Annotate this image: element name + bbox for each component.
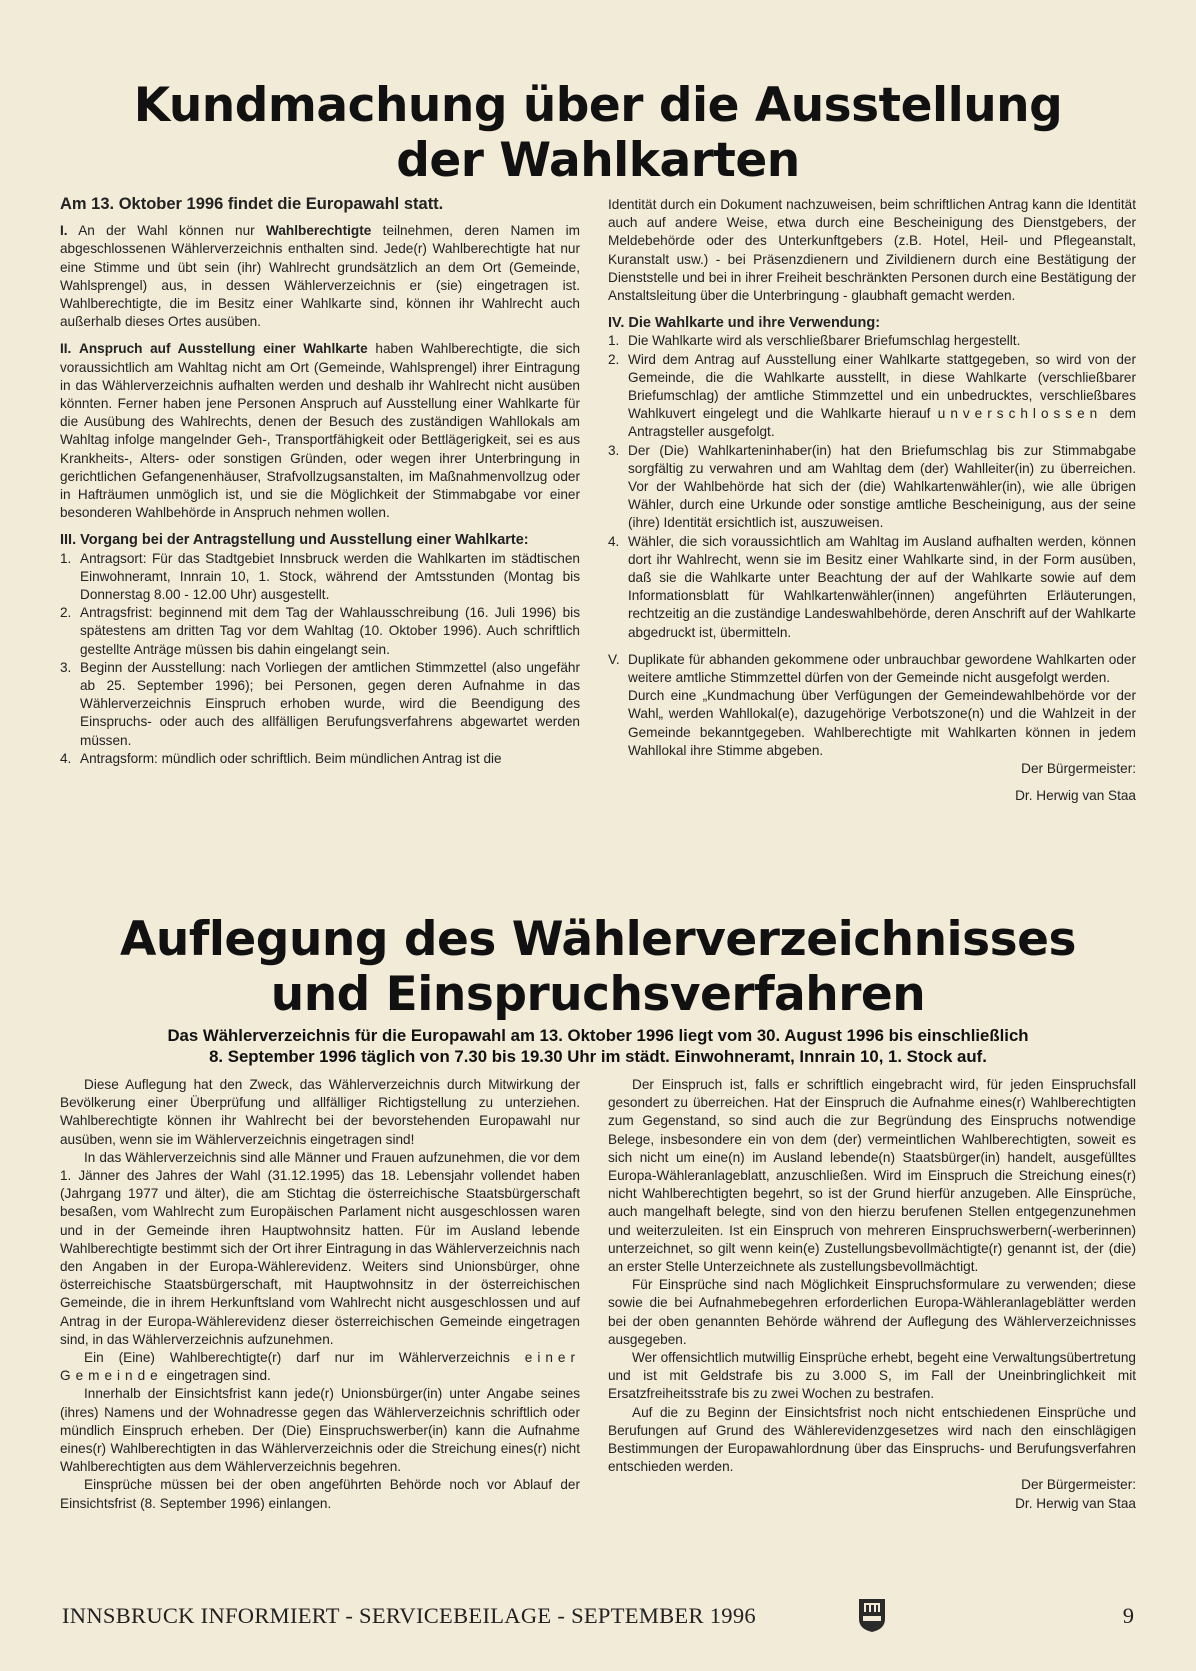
section-label: V. bbox=[608, 651, 620, 667]
subheading-line: Das Wählerverzeichnis für die Europawahl am 13. Oktober 1996 liegt vom 30. August 1996 bis einschließlich bbox=[167, 1026, 1029, 1045]
continuation-text: Identität durch ein Dokument nachzuweisen, beim schriftlichen Antrag kann die Identität auch auf andere Weise, etwa durch eine Bescheinigung des Dienstgebers, der Meldebehörde oder des Unterkunftgebers (z.B. Hotel, Heil- und Pflegeanstalt, Kuranstalt usw.) - bei Präsenzdienern und Zivildienern durch eine Bestätigung der Dienststelle und bei in ihrer Freiheit beschränkten Personen durch eine Bestätigung der Anstaltsleitung über die Unterbringung - glaubhaft gemacht werden. bbox=[608, 197, 1136, 304]
list-item: 2. Antragsfrist: beginnend mit dem Tag der Wahlausschreibung (16. Juli 1996) bis spätestens am dritten Tag vor dem Wahltag (10. Oktober 1996). Auch schriftlich gestellte Anträge müssen bis dahin eingelangt sein. bbox=[60, 605, 580, 657]
section-text: Duplikate für abhanden gekommene oder unbrauchbar gewordene Wahlkarten oder weitere amtliche Stimmzettel dürfen von der Gemeinde nicht ausgefolgt werden. bbox=[628, 651, 1136, 686]
paragraph: Auf die zu Beginn der Einsichtsfrist noch nicht entschiedenen Einsprüche und Berufungen auf Grund des Wählerevidenzgesetzes wird nach den einschlägigen Bestimmungen der Europawahlordnung über das Einspruchs- und Berufungsverfahren entschieden werden. bbox=[608, 1404, 1136, 1475]
part2-right-column bbox=[608, 1076, 1136, 1513]
signature-title: Der Bürgermeister: bbox=[1021, 1477, 1136, 1493]
headline-line: der Wahlkarten bbox=[396, 133, 800, 188]
subheading bbox=[60, 1025, 1136, 1067]
headline-line: Auflegung des Wählerverzeichnisses bbox=[120, 912, 1076, 967]
paragraph: Einsprüche müssen bei der oben angeführten Behörde noch vor Ablauf der Einsichtsfrist (8. September 1996) einlangen. bbox=[60, 1477, 580, 1511]
signature-name: Dr. Herwig van Staa bbox=[1015, 788, 1136, 804]
list-item: 4. Wähler, die sich voraussichtlich am Wahltag im Ausland aufhalten werden, können dort ihr Wahlrecht, wenn sie im Besitz einer Wahlkarte sind, in der Form ausüben, daß sie die Wahlkarte unter Beachtung der auf der Wahlkarte sowie auf dem Informationsblatt für Wahlkartenwähler(innen) angeführten Erläuterungen, rechtzeitig an die zuständige Landeswahlbehörde, deren Anschrift auf der Wahlkarte abgedruckt ist, übermitteln. bbox=[608, 533, 1136, 640]
part1-left-column bbox=[60, 195, 580, 777]
paragraph: Diese Auflegung hat den Zweck, das Wählerverzeichnis durch Mitwirkung der Bevölkerung einer Überprüfung und allfälliger Richtigstellung zu unterziehen. Wahlberechtigte können ihr Wahlrecht bei der bevorstehenden Europawahl nur ausüben, wenn sie im Wählerverzeichnis eingetragen sind! bbox=[60, 1077, 580, 1147]
part1-right-column bbox=[608, 196, 1136, 815]
headline-line: Kundmachung über die Ausstellung bbox=[133, 78, 1063, 133]
section-text: haben Wahlberechtigte, die sich voraussichtlich am Wahltag nicht am Ort (Gemeinde, Wahlsprengel) ihrer Eintragung in das Wählerverzeichnis aufhalten werden und deshalb ihr Wahlrecht nicht ausüben könnten. Ferner haben jene Personen Anspruch auf Ausstellung einer Wahlkarte für die Ausübung des Wahlrechts, denen der Besuch des zuständigen Wahllokals am Wahltag infolge mangelnder Geh-, Transportfähigkeit oder Bettlägerigkeit, sei es aus Krankheits-, Alters- oder sonstigen Gründen, oder wegen ihrer Unterbringung in gerichtlichen Gefangenenhäuser, Strafvollzugsanstalten, im Maßnahmenvollzug oder in Hafträumen unmöglich ist, und sie die Möglichkeit der Stimmabgabe vor einer besonderen Wahlbehörde in Anspruch nehmen wollen. bbox=[60, 341, 581, 521]
signature-title: Der Bürgermeister: bbox=[1021, 761, 1136, 777]
section-3-list bbox=[60, 550, 580, 768]
section-text: Durch eine „Kundmachung über Verfügungen der Gemeindewahlbehörde vor der Wahl„ werden Wahllokal(e), dazugehörige Verbotszone(n) und die Wahlzeit in der Gemeinde bekanntgegeben. Wahlberechtigte mit Wahlkarten können in jedem Wahllokal ihre Stimme abgeben. bbox=[628, 688, 1136, 758]
subheading-line: 8. September 1996 täglich von 7.30 bis 19.30 Uhr im städt. Einwohneramt, Innrain 10, 1. Stock auf. bbox=[209, 1047, 987, 1066]
list-item: 3. Der (Die) Wahlkarteninhaber(in) hat den Briefumschlag bis zur Stimmabgabe sorgfältig zu verwahren und am Wahltag dem (der) Wahlleiter(in) zu überreichen. Vor der Wahlbehörde hat sich der (die) Wahlkartenwähler(in), wie alle übrigen Wähler, durch eine Urkunde oder sonstige amtliche Bescheinigung, aus der seine (ihre) Identität ersichtlich ist, auszuweisen. bbox=[608, 442, 1136, 531]
section-2 bbox=[60, 340, 580, 522]
lead-text: Am 13. Oktober 1996 findet die Europawahl statt. bbox=[60, 195, 444, 213]
section-3-heading: III. Vorgang bei der Antragstellung und Ausstellung einer Wahlkarte: bbox=[60, 532, 529, 549]
page-number: 9 bbox=[1122, 1603, 1134, 1628]
headline-waehlerverzeichnis bbox=[60, 912, 1136, 1022]
headline-wahlkarten bbox=[60, 78, 1136, 188]
section-label: II. bbox=[60, 341, 72, 357]
part2-left-column bbox=[60, 1076, 580, 1513]
city-crest-icon bbox=[857, 1597, 887, 1633]
list-item: 1. Die Wahlkarte wird als verschließbarer Briefumschlag hergestellt. bbox=[608, 333, 1021, 349]
paragraph: In das Wählerverzeichnis sind alle Männer und Frauen aufzunehmen, die vor dem 1. Jänner des Jahres der Wahl (31.12.1995) das 18. Lebensjahr vollendet haben (Jahrgang 1977 und älter), die am Stichtag die österreichische Staatsbürgerschaft besaßen, vom Wahlrecht zum Europäischen Parlament nicht ausgeschlossen waren und in der Gemeinde ihren Hauptwohnsitz hatten. Für im Ausland lebende Wahlberechtigte bestimmt sich der Ort ihrer Eintragung in das Wählerverzeichnis nach den Angaben in der Europa-Wählerevidenz. Weiters sind Unionsbürger, ohne österreichische Staatsbürgerschaft, mit Hauptwohnsitz in der österreichischen Gemeinde, die in ihrem Herkunftsland vom Wahlrecht nicht ausgeschlossen und auf Antrag in der Europa-Wählerevidenz dieser österreichischen Gemeinde eingetragen sind, in das Wählerverzeichnis aufzunehmen. bbox=[60, 1149, 580, 1347]
paragraph: Innerhalb der Einsichtsfrist kann jede(r) Unionsbürger(in) unter Angabe seines (ihres) Namens und der Wohnadresse gegen das Wählerverzeichnis schriftlich oder mündlich Einspruch erheben. Der (Die) Einspruchswerber(in) kann die Aufnahme eines(r) Wahlberechtigten in das Wählerverzeichnis oder die Streichung eines(r) nicht Wahlberechtigten aus dem Wählerverzeichnis begehren. bbox=[60, 1386, 580, 1475]
section-5 bbox=[608, 651, 1136, 760]
paragraph: Der Einspruch ist, falls er schriftlich eingebracht wird, für jeden Einspruchsfall gesondert zu überreichen. Hat der Einspruch die Aufnahme eines(r) Wahlberechtigten zum Gegenstand, so sind auch die zur Begründung des Einspruchs notwendige Belege, insbesondere ein von dem (der) vermeintlichen Wahlberechtigten, soweit es sich nicht um eine(n) im Ausland lebende(n) Staatsbürger(in) handelt, ausgefülltes Europa-Wähleranlageblatt, anzuschließen. Wird im Einspruch die Streichung eines(r) nicht Wahlberechtigten begehrt, so ist der Grund hierfür anzugeben. Alle Einsprüche, auch mangelhaft belegte, sind von den hierzu berufenen Stellen entgegenzunehmen und weiterzuleiten. Ist ein Einspruch von mehreren Einspruchswerbern(-werberinnen) unterzeichnet, so gilt wenn kein(e) Zustellungsbevollmächtigte(r) genannt ist, der (die) an erster Stelle Unterzeichnete als zustellungsbevollmächtigt. bbox=[608, 1077, 1136, 1275]
list-item: 4. Antragsform: mündlich oder schriftlich. Beim mündlichen Antrag ist die bbox=[60, 750, 502, 766]
list-item: 2. Wird dem Antrag auf Ausstellung einer Wahlkarte stattgegeben, so wird von der Gemeinde, die die Wahlkarte ausstellt, in diese Wahlkarte (verschließbarer Briefumschlag) der amtliche Stimmzettel und ein unbedrucktes, verschließbares Wahlkuvert eingelegt und die Wahlkarte hierauf unverschlossen dem Antragsteller ausgefolgt. bbox=[608, 351, 1137, 440]
section-label: I. bbox=[60, 223, 68, 239]
section-text: An der Wahl können nur bbox=[78, 223, 255, 239]
list-item: 1. Antragsort: Für das Stadtgebiet Innsbruck werden die Wahlkarten im städtischen Einwohneramt, Innrain 10, 1. Stock, während der Amtsstunden (Montag bis Donnerstag 8.00 - 12.00 Uhr) ausgestellt. bbox=[60, 550, 580, 603]
headline-line: und Einspruchsverfahren bbox=[270, 967, 926, 1022]
section-1 bbox=[60, 222, 580, 331]
section-bold: Anspruch auf Ausstellung einer Wahlkarte bbox=[79, 341, 368, 357]
footer bbox=[62, 1597, 1134, 1637]
section-text: teilnehmen, deren Namen im abgeschlossenen Wählerverzeichnis enthalten sind. Jede(r) Wahlberechtigte hat nur eine Stimme und übt sein (ihr) Wahlrecht grundsätzlich an dem Ort (Gemeinde, Wahlsprengel) aus, in dessen Wählerverzeichnis er (sie) eingetragen ist. Wahlberechtigte, die im Besitz einer Wahlkarte sind, können ihr Wahlrecht auch außerhalb dieses Ortes ausüben. bbox=[60, 223, 580, 330]
list-item: 3. Beginn der Ausstellung: nach Vorliegen der amtlichen Stimmzettel (also ungefähr ab 25. September 1996); bei Personen, gegen deren Aufnahme in das Wählerverzeichnis Einspruch erhoben wurde, wird die Beendigung des Einspruchs- oder auch des allfälligen Berufungsverfahrens abgewartet werden müssen. bbox=[60, 659, 580, 748]
paragraph: Ein (Eine) Wahlberechtigte(r) darf nur im Wählerverzeichnis einer Gemeinde eingetragen sind. bbox=[60, 1350, 580, 1384]
section-4-list bbox=[608, 332, 1136, 641]
signature-name: Dr. Herwig van Staa bbox=[1015, 1495, 1136, 1511]
section-4-heading: IV. Die Wahlkarte und ihre Verwendung: bbox=[608, 315, 881, 332]
section-bold: Wahlberechtigte bbox=[266, 223, 372, 239]
paragraph: Für Einsprüche sind nach Möglichkeit Einspruchsformulare zu verwenden; diese sowie die bei Aufnahmebegehren erforderlichen Europa-Wähleranlageblätter werden bei der oben genannten Behörde während der Auflegung des Wählerverzeichnisses ausgegeben. bbox=[608, 1277, 1136, 1347]
paragraph: Wer offensichtlich mutwillig Einsprüche erhebt, begeht eine Verwaltungsübertretung und ist mit Geldstrafe bis zu 3.000 S, im Fall der Uneinbringlichkeit mit Ersatzfreiheitsstrafe bis zu zwei Wochen zu bestrafen. bbox=[608, 1350, 1136, 1402]
footer-text: INNSBRUCK INFORMIERT - SERVICEBEILAGE - SEPTEMBER 1996 bbox=[62, 1603, 756, 1628]
